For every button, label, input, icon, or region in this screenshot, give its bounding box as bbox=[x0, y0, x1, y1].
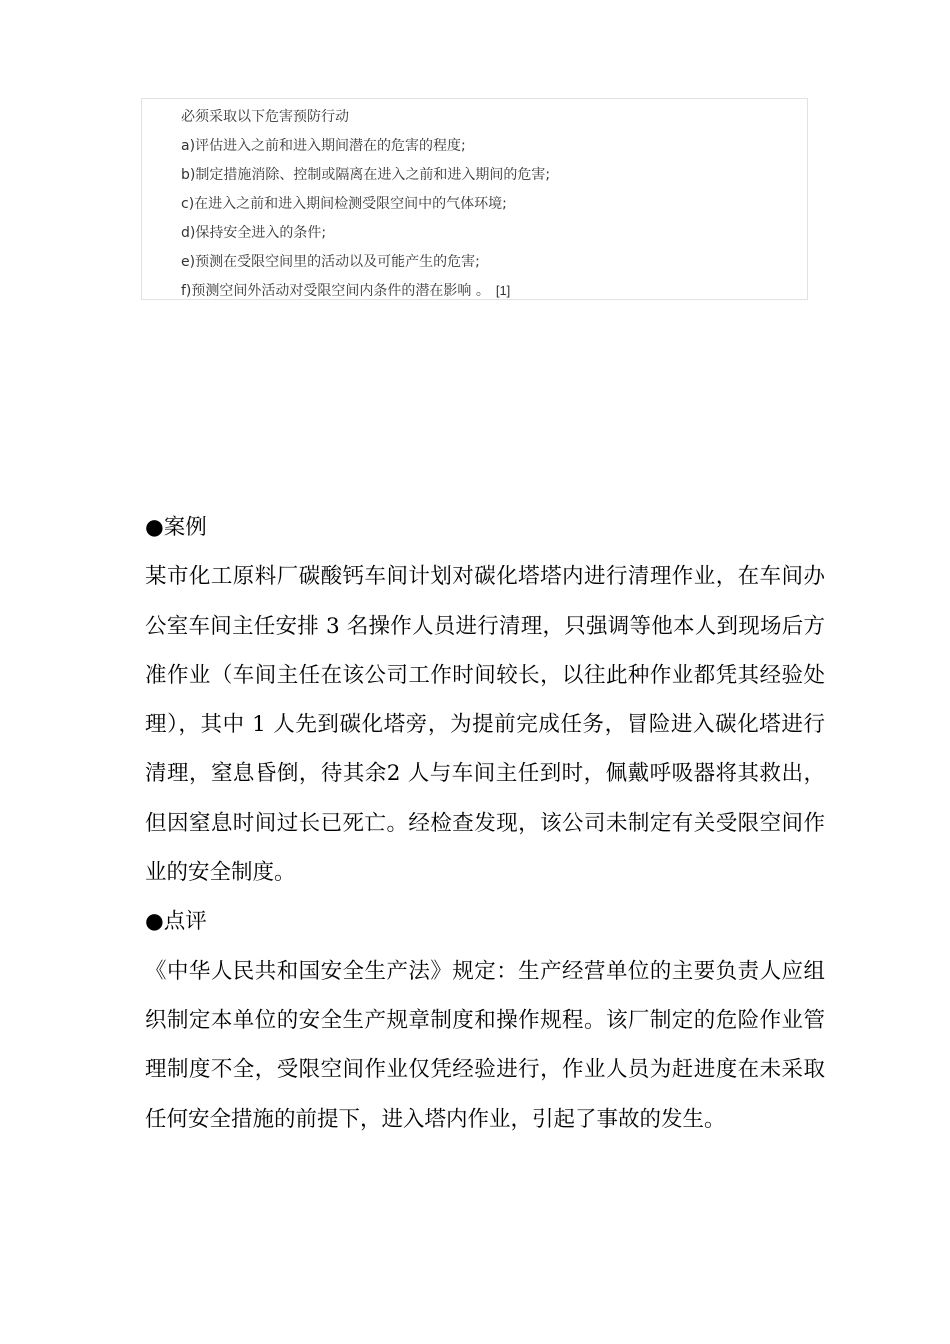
box-item-f bbox=[181, 281, 510, 301]
box-item-b: b)制定措施消除、控制或隔离在进入之前和进入期间的危害; bbox=[181, 167, 551, 183]
case-paragraph: 某市化工原料厂碳酸钙车间计划对碳化塔塔内进行清理作业，在车间办公室车间主任安排 3 名操作人员进行清理，只强调等他本人到现场后方准作业（车间主任在该公司工作时间较长，以往此种作业都凭其经验处理），其中 1 人先到碳化塔旁，为提前完成任务，冒险进入碳化塔进行清理，窒息昏倒，待其余2 人与车间主任到时，佩戴呼吸器将其救出，但因窒息时间过长已死亡。经检查发现，该公司未制定有关受限空间作业的安全制度。 bbox=[145, 564, 825, 886]
case-heading: ●案例 bbox=[145, 515, 207, 540]
box-item-f-text: f)预测空间外活动对受限空间内条件的潜在影响 。 bbox=[181, 283, 490, 299]
reference-marker: [1] bbox=[495, 283, 511, 298]
review-heading: ●点评 bbox=[145, 909, 207, 935]
review-paragraph: 《中华人民共和国安全生产法》规定：生产经营单位的主要负责人应组织制定本单位的安全生产规章制度和操作规程。该厂制定的危险作业管理制度不全，受限空间作业仅凭经验进行，作业人员为赶进度在未采取任何安全措施的前提下，进入塔内作业，引起了事故的发生。 bbox=[145, 958, 825, 1132]
box-item-a: a)评估进入之前和进入期间潜在的危害的程度; bbox=[181, 138, 466, 154]
main-content bbox=[145, 503, 825, 1144]
box-item-c: c)在进入之前和进入期间检测受限空间中的气体环境; bbox=[181, 196, 507, 212]
box-heading: 必须采取以下危害预防行动 bbox=[181, 109, 349, 125]
box-item-d: d)保持安全进入的条件; bbox=[181, 225, 327, 241]
box-item-e: e)预测在受限空间里的活动以及可能产生的危害; bbox=[181, 254, 480, 270]
